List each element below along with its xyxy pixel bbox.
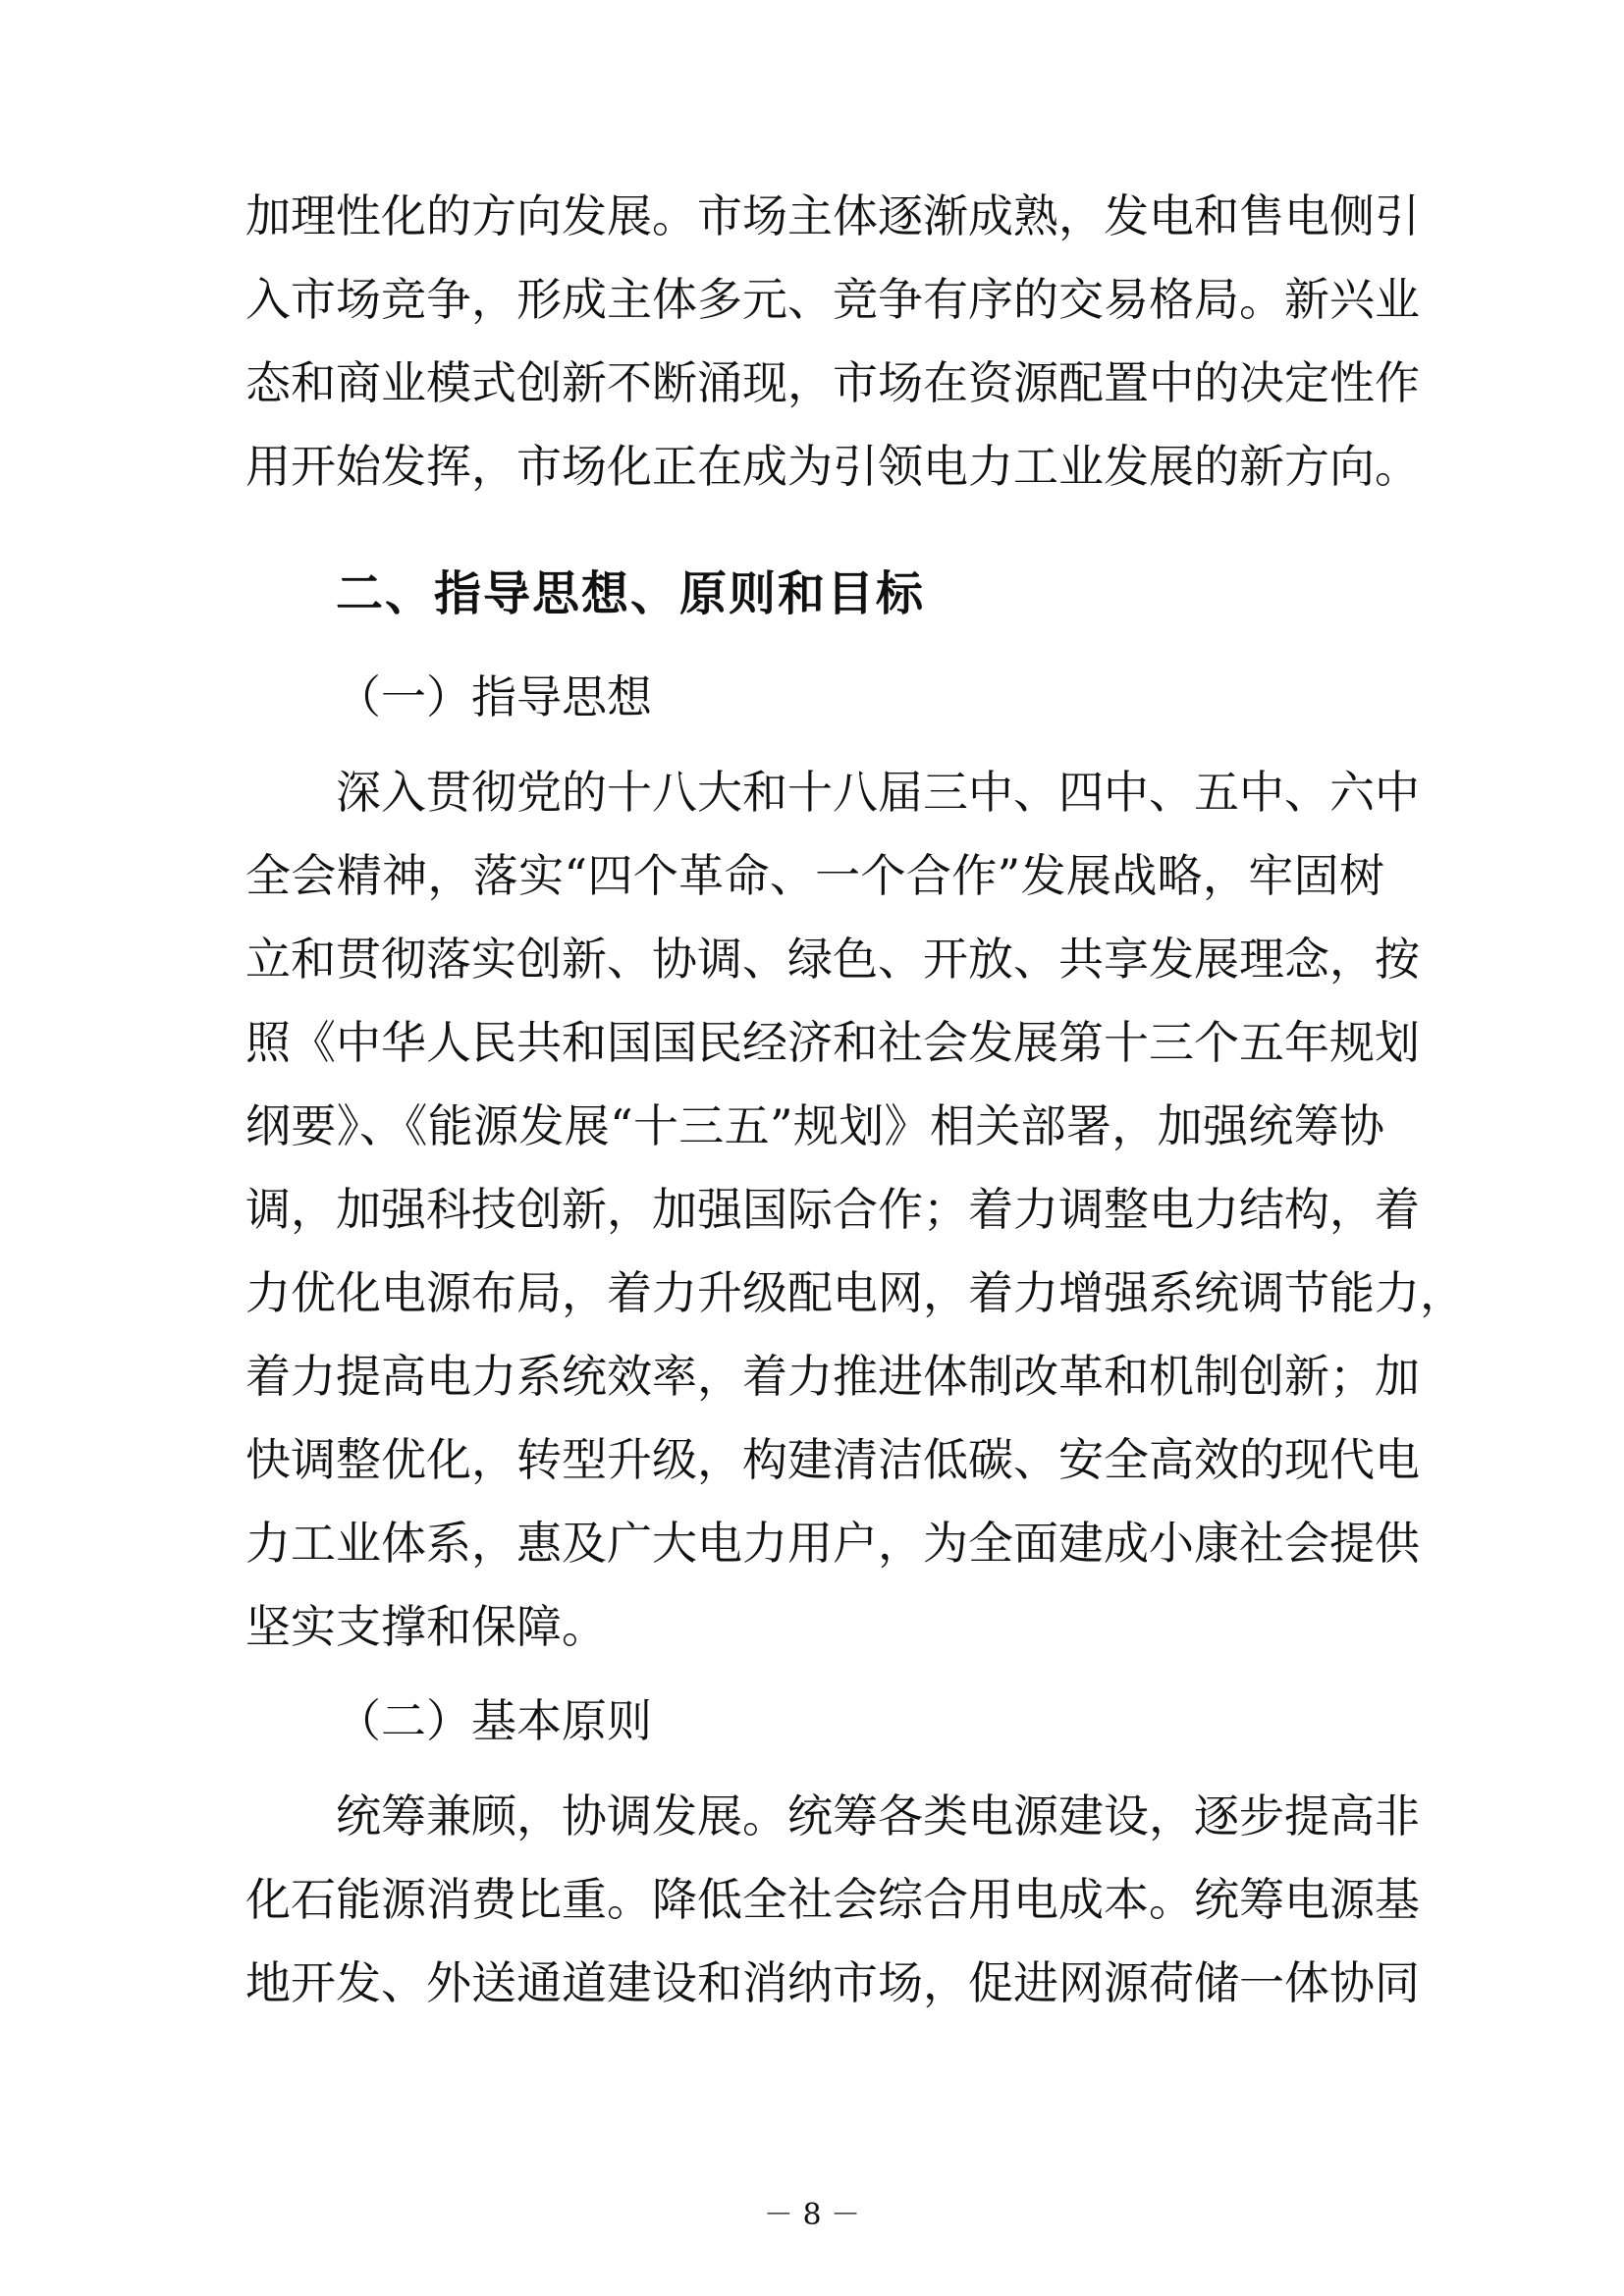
page-number: － 8 －: [763, 2198, 861, 2232]
paragraph-line: 深入贯彻党的十八大和十八届三中、四中、五中、六中: [336, 766, 1420, 819]
paragraph-line: 统筹兼顾，协调发展。统筹各类电源建设，逐步提高非: [336, 1789, 1420, 1842]
paragraph-line: 入市场竞争，形成主体多元、竞争有序的交易格局。新兴业: [245, 273, 1420, 326]
subsection-title: （二）基本原则: [336, 1694, 652, 1747]
paragraph-line: 快调整优化，转型升级，构建清洁低碳、安全高效的现代电: [245, 1433, 1420, 1486]
paragraph-line: 坚实支撑和保障。: [245, 1600, 607, 1653]
paragraph-line: 着力提高电力系统效率，着力推进体制改革和机制创新；加: [245, 1350, 1420, 1403]
paragraph-line: 力优化电源布局，着力升级配电网，着力增强系统调节能力，: [245, 1266, 1465, 1319]
paragraph-line: 全会精神，落实“四个革命、一个合作”发展战略，牢固树: [245, 849, 1384, 902]
paragraph-line: 化石能源消费比重。降低全社会综合用电成本。统筹电源基: [245, 1873, 1420, 1926]
section-heading: 二、指导思想、原则和目标: [336, 566, 926, 621]
paragraph-line: 加理性化的方向发展。市场主体逐渐成熟，发电和售电侧引: [245, 189, 1420, 242]
paragraph-line: 照《中华人民共和国国民经济和社会发展第十三个五年规划: [245, 1016, 1420, 1069]
paragraph-line: 态和商业模式创新不断涌现，市场在资源配置中的决定性作: [245, 356, 1420, 409]
paragraph-line: 用开始发挥，市场化正在成为引领电力工业发展的新方向。: [245, 440, 1420, 493]
paragraph-line: 立和贯彻落实创新、协调、绿色、开放、共享发展理念，按: [245, 933, 1420, 986]
subsection-title: （一）指导思想: [336, 670, 652, 723]
paragraph-line: 地开发、外送通道建设和消纳市场，促进网源荷储一体协同: [245, 1956, 1420, 2009]
paragraph-line: 力工业体系，惠及广大电力用户，为全面建成小康社会提供: [245, 1517, 1420, 1570]
paragraph-line: 调，加强科技创新，加强国际合作；着力调整电力结构，着: [245, 1183, 1420, 1236]
paragraph-line: 纲要》、《能源发展“十三五”规划》相关部署，加强统筹协: [245, 1099, 1384, 1152]
